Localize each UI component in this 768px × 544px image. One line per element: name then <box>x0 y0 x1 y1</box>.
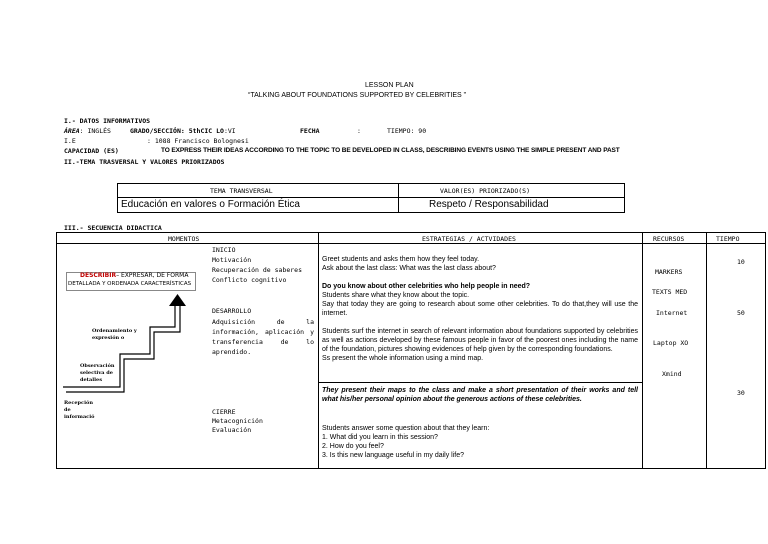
datos-heading: I.- DATOS INFORMATIVOS <box>64 117 151 125</box>
col-estrategias-header: ESTRATEGIAS / ACTVIDADES <box>422 235 516 243</box>
estrategia-surf-internet: Students surf the internet in search of relevant information about foundations supported by celebrities as well as actions developed by these famous people in favor of the poorest ones including the name of the foundation, pictures showing evidences of help given by the corresponding foundations. <box>322 328 638 353</box>
capacidad-value: TO EXPRESS THEIR IDEAS ACCORDING TO THE TOPIC TO BE DEVELOPED IN CLASS, DESCRIBING EVENTS USING THE SIMPLE PRESENT AND PAST <box>161 147 620 154</box>
tiempo-total: TIEMPO: 90 <box>387 127 427 135</box>
estrategia-present-maps: They present their maps to the class and make a short presentation of their works and tell what his/her personal opinion about the generous actions of these celebrities. <box>322 387 638 403</box>
tema-col2-value: Respeto / Responsabilidad <box>429 199 549 210</box>
ie-label: I.E <box>64 137 76 145</box>
momento-conflicto: Conflicto cognitivo <box>212 276 287 284</box>
grado-row <box>130 127 236 135</box>
ciclo-value: :VI <box>223 127 236 135</box>
tiempo-desarrollo: 50 <box>737 309 745 317</box>
capacidad-label: CAPACIDAD (ES) <box>64 147 119 155</box>
momento-recuperacion: Recuperación de saberes <box>212 266 303 274</box>
lesson-plan-title: LESSON PLAN <box>365 82 414 89</box>
diagram-title-rest: – EXPRESAR, DE FORMA <box>116 272 189 279</box>
estrategias-block <box>322 255 638 363</box>
estrategia-greet: Greet students and asks them how they feel today. <box>322 256 480 263</box>
tema-col1-value: Educación en valores o Formación Ética <box>121 199 300 210</box>
estrategia-research: Say that today they are going to research about some other celebrities. To do that,they will use the internet. <box>322 301 638 317</box>
grado-label: GRADO/SECCIÓN <box>130 127 181 135</box>
fecha-label: FECHA <box>300 127 320 135</box>
area-value: : INGLÉS <box>79 127 111 135</box>
col-tiempo-header: TIEMPO <box>716 235 740 243</box>
recurso-laptop-xo: Laptop XO <box>653 339 689 347</box>
recurso-xmind: Xmind <box>662 370 682 378</box>
momento-adquisicion: Adquisición de la información, aplicación y transferencia de lo aprendido. <box>212 318 314 356</box>
area-label: ÁREA <box>64 127 80 135</box>
diagram-step-recepcion: Recepción de informació <box>64 400 95 420</box>
tema-heading: II.-TEMA TRASVERSAL Y VALORES PRIORIZADOS <box>64 158 225 166</box>
momento-evaluacion: Evaluación <box>212 426 252 434</box>
diagram-step-ordenamiento: Ordenamiento y expresión o <box>92 328 137 341</box>
estrategia-answer-questions: Students answer some question about that they learn: <box>322 425 490 432</box>
momento-inicio: INICIO <box>212 246 236 254</box>
tema-col1-header: TEMA TRANSVERSAL <box>210 187 273 195</box>
estrategia-ask-last-class: Ask about the last class: What was the last class about? <box>322 265 496 272</box>
grado-value: : 5th <box>180 127 201 135</box>
estrategia-mind-map: Ss present the whole information using a mind map. <box>322 355 484 362</box>
momento-desarrollo: DESARROLLO <box>212 307 252 315</box>
ciclo-label: CIC LO <box>200 127 224 135</box>
tiempo-cierre: 30 <box>737 389 745 397</box>
cierre-question-2: 2. How do you feel? <box>322 443 384 450</box>
momento-metacognicion: Metacognición <box>212 417 263 425</box>
momento-motivacion: Motivación <box>212 256 252 264</box>
diagram-step-observacion: Observación selectiva de detalles <box>80 363 115 383</box>
col-recursos-header: RECURSOS <box>653 235 685 243</box>
fecha-colon: : <box>357 127 361 135</box>
cierre-question-3: 3. Is this new language useful in my daily life? <box>322 452 465 459</box>
estrategia-question-celebrities: Do you know about other celebrities who help people in need? <box>322 283 531 290</box>
diagram-title-line2: DETALLADA Y ORDENADA CARACTERÍSTICAS <box>68 281 192 287</box>
cierre-question-1: 1. What did you learn in this session? <box>322 434 438 441</box>
recurso-texts-med: TEXTS MED <box>652 288 688 296</box>
tiempo-inicio: 10 <box>737 258 745 266</box>
recurso-internet: Internet <box>656 309 688 317</box>
lesson-plan-subtitle: “TALKING ABOUT FOUNDATIONS SUPPORTED BY CELEBRITIES ” <box>248 92 466 99</box>
ie-value: : 1088 Francisco Bolognesi <box>147 137 249 145</box>
area-row <box>64 127 111 135</box>
secuencia-heading: III.- SECUENCIA DIDACTICA <box>64 224 162 232</box>
estrategias-cierre-block <box>322 424 638 460</box>
tema-col2-header: VALOR(ES) PRIORIZADO(S) <box>440 187 531 195</box>
col-momentos-header: MOMENTOS <box>168 235 200 243</box>
estrategia-share: Students share what they know about the topic. <box>322 292 470 299</box>
diagram-title-main: DESCRIBIR <box>80 272 117 279</box>
recurso-markers: MARKERS <box>655 268 683 276</box>
momento-cierre: CIERRE <box>212 408 236 416</box>
